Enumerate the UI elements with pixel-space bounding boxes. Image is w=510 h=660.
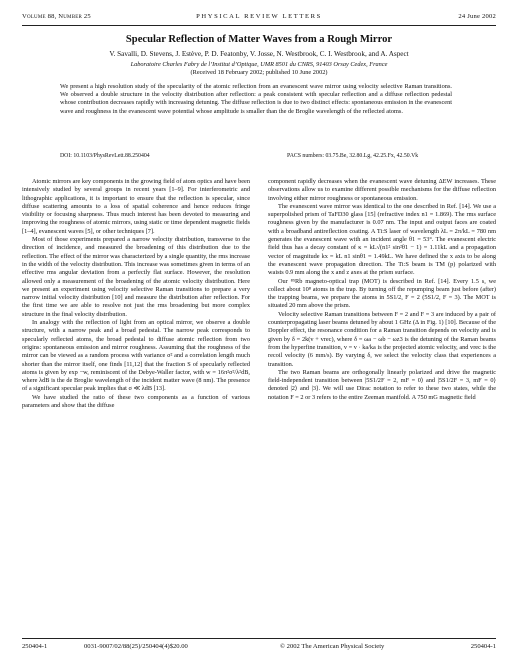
received-dates: (Received 18 February 2002; published 10 June 2002): [190, 68, 328, 76]
paper-title: Specular Reflection of Matter Waves from a Rough Mirror: [125, 34, 393, 45]
body-paragraph: The evanescent wave mirror was identical to the one described in Ref. [14]. We use a superpolished prism of TaFD30 glass [15] (refractive index n1 = 1.869). The rms surface roughness given by the manufacturer is 0.07 nm. The input and output faces are coated with a broadband antireflection coating. A Ti:S laser of wavelength λL = 2π/kL = 780 nm generates the evanescent wave with an incident angle θ1 = 53°. The evanescent electric field thus has a decay constant of κ = kL√(n1² sin²θ1 − 1) = 1.11kL and a propagation vector of magnitude kx = kL n1 sinθ1 = 1.49kL. We have defined the x axis to be along the evanescent wave propagation direction. The Ti:S beam is TM (p) polarized with waists 0.9 mm along the x and z axes at the prism surface.: [268, 202, 496, 277]
left-column: [22, 178, 250, 410]
right-column: [268, 178, 496, 402]
copyright-notice: © 2002 The American Physical Society: [280, 643, 385, 650]
body-paragraph: component rapidly decreases when the evanescent wave detuning ΔEW increases. These observations allow us to examine different possible mechanisms for the diffuse reflection involving either mirror roughness or spontaneous emission.: [268, 178, 496, 202]
body-paragraph: Most of those experiments prepared a narrow velocity distribution, transverse to the direction of incidence, and measured the broadening of this distribution due to the reflection. The effect of the mirror was characterized by a single quantity, the rms increase in the width of the velocity distribution. This increase was sometimes given in terms of an effective rms angular deviation from a perfectly flat surface. However, the resolution allowed only a measurement of the broadening of the atomic velocity distribution. Here we present an experiment using velocity selective Raman transitions to prepare a very narrow initial velocity distribution [10] and measure the distribution after reflection. For the first time we are able to resolve not just the rms broadening but more complex structure in the final velocity distribution.: [22, 236, 250, 318]
body-paragraph: The two Raman beams are orthogonally linearly polarized and drive the magnetic field-independent transition between |5S1/2F = 2, mF = 0⟩ and |5S1/2F = 3, mF = 0⟩ denoted |2⟩ and |3⟩. We will use Dirac notation to refer to these two states, while the notation F = 2 or 3 refers to the entire Zeeman manifold. A 750 mG magnetic field: [268, 368, 496, 401]
body-paragraph: We have studied the ratio of these two components as a function of various parameters and show that the diffuse: [22, 393, 250, 410]
issue-date: 24 June 2002: [458, 13, 496, 20]
page-footer: [22, 643, 496, 653]
affiliation-text: Laboratoire Charles Fabry de l’Institut d’Optique, UMR 8501 du CNRS, 91403 Orsay Cedex, France: [130, 61, 388, 68]
author-list: V. Savalli, D. Stevens, J. Estève, P. D. Featonby, V. Josse, N. Westbrook, C. I. Westbrook, and A. Aspect: [109, 50, 409, 58]
affiliation: [22, 61, 496, 76]
pacs-numbers: PACS numbers: 03.75.Be, 32.80.Lg, 42.25.Fx, 42.50.Vk: [287, 153, 419, 159]
journal-name: PHYSICAL REVIEW LETTERS: [196, 13, 322, 20]
doi: DOI: 10.1103/PhysRevLett.88.250404: [60, 153, 150, 159]
body-paragraph: Our ⁸⁵Rb magneto-optical trap (MOT) is described in Ref. [14]. Every 1.5 s, we collect about 10⁸ atoms in the trap. By turning off the repumping beam just before (after) the trapping beams, we prepare the atoms in 5S1/2, F = 2 (5S1/2, F = 3). The MOT is situated 20 mm above the prism.: [268, 277, 496, 310]
body-paragraph: Velocity selective Raman transitions between F = 2 and F = 3 are induced by a pair of counterpropagating laser beams detuned by about 1 GHz (Δ in Fig. 1) [10]. Because of the Doppler effect, the resonance condition for a Raman transition depends on velocity and is given by δ = 2k(v + vrec), where δ = ωa − ωb − ωz3 is the detuning of the Raman beams from the hyperfine transition, v = v · ka/ka is the projected atomic velocity, and vrec is the recoil velocity (6 mm/s). By varying δ, we select the velocity class that experiences a transition.: [268, 310, 496, 368]
header-rule: [22, 25, 496, 26]
body-paragraph: Atomic mirrors are key components in the growing field of atom optics and have been intensively studied by several groups in recent years [1–9]. For interferometric and lithographic applications, it is important to ensure that the reflection is specular, since diffuse scattering amounts to a loss of spatial coherence and hence reduces fringe visibility or focusing sharpness. Thus much interest has been devoted to measuring and improving the roughness of atomic mirrors, using static or time dependent magnetic fields [1–4], evanescent waves [5], or other techniques [7].: [22, 178, 250, 235]
article-code: 0031-9007/02/88(25)/250404(4)$20.00: [84, 643, 188, 650]
page-number-left: 250404-1: [22, 643, 48, 650]
body-paragraph: In analogy with the reflection of light from an optical mirror, we observe a double structure, with a narrow peak and a broad pedestal. The narrow peak corresponds to specularly reflected atoms, the broad pedestal to diffuse atomic reflection from two origins: spontaneous emission and mirror roughness. Assuming that the roughness of the mirror can be viewed as a random process with variance σ² and a correlation length much shorter than the mirror itself, one finds [11,12] that the fraction S of specularly reflected atoms is given by exp −w, reminiscent of the Debye-Waller factor, with w = 16π²σ²/λ²dB, where λdB is the de Broglie wavelength of the incident matter wave (8 nm). The presence of a significant specular peak implies that σ ≪ λdB [13].: [22, 319, 250, 393]
volume-number: Volume 88, Number 25: [22, 13, 91, 20]
footer-rule: [22, 638, 496, 639]
page-number-right: 250404-1: [470, 643, 496, 650]
abstract: We present a high resolution study of the specularity of the atomic reflection from an evanescent wave mirror using velocity selective Raman transitions. We observed a double structure in the velocity distribution after reflection: a peak consistent with specular reflection and a diffuse reflection pedestal whose contribution decreases rapidly with increasing detuning. The diffuse reflection is due to two distinct effects: spontaneous emission in the evanescent wave and roughness in the evanescent wave potential whose amplitude is smaller than the de Broglie wavelength of the reflected atoms.: [60, 83, 452, 115]
running-header: [22, 13, 496, 23]
